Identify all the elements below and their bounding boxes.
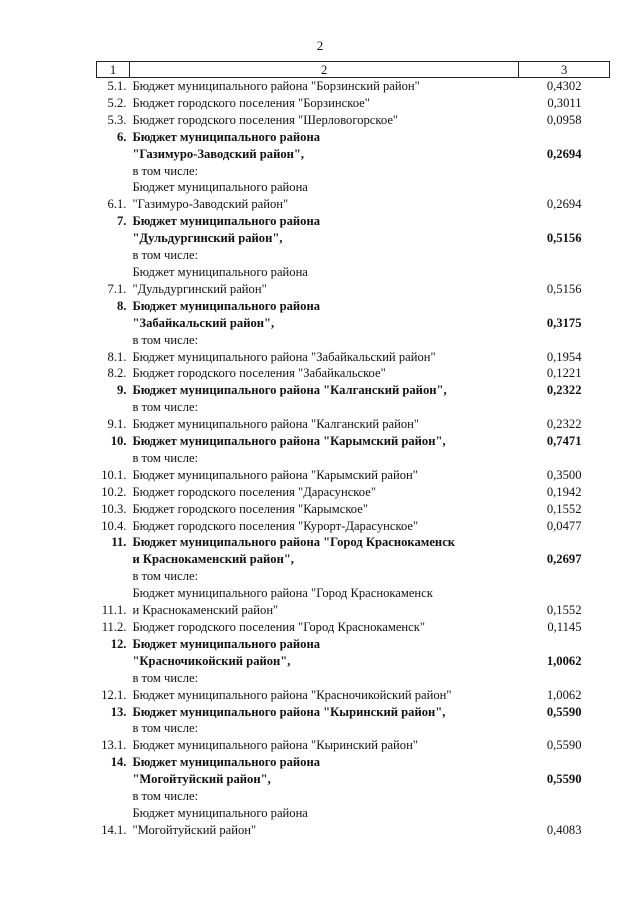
table-row [97,365,610,382]
description-line: и Краснокаменский район" [132,603,279,618]
row-value: 0,3175 [546,315,582,330]
description-line: Бюджет городского поселения "Забайкальское" [132,366,386,381]
row-number: 11.1. [101,603,127,618]
description-line: "Красночикойский район", [132,653,291,668]
row-description [129,501,518,518]
row-value: 0,5156 [546,231,582,246]
row-value: 0,0477 [546,518,582,533]
row-description [129,433,518,450]
budget-table [96,61,610,839]
row-description [129,518,518,535]
empty-cell [97,247,130,264]
description-line: Бюджет муниципального района "Карымский район", [132,434,446,449]
row-number: 13. [110,704,127,719]
row-value: 0,0958 [546,112,582,127]
row-value: 0,5590 [546,738,582,753]
table-row [97,518,610,535]
description-line: Бюджет муниципального района "Карымский район" [132,467,418,482]
description-line: "Могойтуйский район", [132,772,271,787]
row-number: 10.4. [101,518,127,533]
table-body [97,78,610,839]
row-number: 5.2. [107,95,127,110]
table-row [97,129,610,163]
table-row [97,585,610,619]
table-row [97,298,610,332]
description-line: Бюджет городского поселения "Курорт-Дарасунское" [132,518,419,533]
row-number: 8.1. [107,349,127,364]
table-row-subheading [97,247,610,264]
row-value: 0,2694 [546,146,582,161]
table-row [97,179,610,213]
description-line: Бюджет муниципального района "Кыринский район", [132,704,446,719]
table-row-subheading [97,332,610,349]
row-number: 11.2. [101,620,127,634]
row-number: 6. [116,129,127,144]
table-row [97,416,610,433]
table-row-subheading [97,788,610,805]
row-number: 10.2. [101,484,127,499]
description-line: Бюджет городского поселения "Шерловогорское" [132,112,399,127]
row-description [129,416,518,433]
table-row [97,704,610,721]
row-number: 5.1. [107,79,127,93]
row-description [129,754,518,788]
row-value: 1,0062 [546,687,582,702]
row-value: 0,1145 [547,620,582,634]
row-number: 9.1. [107,417,127,432]
empty-cell [97,399,130,416]
empty-cell [97,332,130,349]
row-value: 0,5590 [546,704,582,719]
row-value: 1,0062 [546,653,582,668]
row-value: 0,5156 [546,281,582,296]
description-line: Бюджет муниципального района [132,129,321,144]
empty-cell [519,163,610,180]
row-value: 0,2694 [546,197,582,212]
description-line: "Газимуро-Заводский район", [132,146,305,161]
description-line: Бюджет городского поселения "Дарасунское" [132,484,376,499]
table-row [97,78,610,95]
description-line: Бюджет городского поселения "Карымское" [132,501,368,516]
table-row [97,636,610,670]
description-line: Бюджет муниципального района "Кыринский район" [132,738,418,753]
row-description [129,467,518,484]
table-row-subheading [97,670,610,687]
row-description [129,805,518,839]
table-row-subheading [97,450,610,467]
table-row [97,112,610,129]
table-row [97,484,610,501]
table-row [97,213,610,247]
description-line: Бюджет муниципального района [132,180,308,195]
header-col-2: 2 [129,62,518,78]
row-number: 8. [116,298,127,313]
table-row [97,467,610,484]
row-description [129,298,518,332]
empty-cell [97,163,130,180]
including-label: в том числе: [132,789,199,804]
row-description [129,382,518,399]
row-value: 0,4083 [546,822,582,837]
row-number: 9. [116,383,127,398]
row-description [129,129,518,163]
description-line: Бюджет муниципального района [132,755,321,770]
row-number: 13.1. [101,738,127,753]
row-number: 10.3. [101,501,127,516]
row-value: 0,3011 [547,95,582,110]
description-line: Бюджет городского поселения "Борзинское" [132,95,370,110]
table-row [97,805,610,839]
row-value: 0,1552 [546,501,582,516]
table-row [97,95,610,112]
row-description [129,704,518,721]
table-row [97,737,610,754]
including-label: в том числе: [132,450,199,465]
including-label: в том числе: [132,163,199,178]
description-line: "Забайкальский район", [132,315,275,330]
empty-cell [519,720,610,737]
table-row [97,264,610,298]
description-line: Бюджет муниципального района "Город Краснокаменск [132,586,433,601]
description-line: "Газимуро-Заводский район" [132,197,289,212]
row-value: 0,5590 [546,772,582,787]
empty-cell [97,670,130,687]
table-row [97,687,610,704]
row-description [129,365,518,382]
table-row [97,382,610,399]
row-value: 0,2322 [546,417,582,432]
row-number: 6.1. [107,197,127,212]
row-number: 10. [110,434,127,449]
empty-cell [519,450,610,467]
row-value: 0,1552 [546,603,582,618]
row-number: 12. [110,636,127,651]
header-col-1: 1 [97,62,130,78]
including-label: в том числе: [132,670,199,685]
description-line: "Дульдургинский район" [132,281,267,296]
row-description [129,619,518,636]
description-line: Бюджет муниципального района [132,805,308,820]
row-value: 0,1954 [546,349,582,364]
row-value: 0,2697 [546,552,582,567]
table-row [97,754,610,788]
row-number: 8.2. [107,366,127,381]
row-description [129,179,518,213]
table-row [97,349,610,366]
empty-cell [519,247,610,264]
table-row [97,534,610,568]
including-label: в том числе: [132,721,199,736]
row-number: 10.1. [101,467,127,482]
including-label: в том числе: [132,400,199,415]
row-value: 0,1221 [546,366,582,381]
row-description [129,534,518,568]
row-description [129,78,518,95]
including-label: в том числе: [132,569,199,584]
table-header-row [97,62,610,78]
table-row-subheading [97,720,610,737]
header-col-3: 3 [519,62,610,78]
description-line: Бюджет муниципального района "Забайкальский район" [132,349,436,364]
row-number: 14. [110,755,127,770]
row-number: 7.1. [107,281,127,296]
including-label: в том числе: [132,248,199,263]
empty-cell [519,788,610,805]
row-number: 7. [116,214,127,229]
row-description [129,95,518,112]
row-description [129,264,518,298]
row-description [129,636,518,670]
description-line: Бюджет муниципального района [132,214,321,229]
empty-cell [97,788,130,805]
table-row [97,433,610,450]
table-row-subheading [97,568,610,585]
empty-cell [519,332,610,349]
row-number: 11. [111,535,127,550]
table-row [97,501,610,518]
empty-cell [519,568,610,585]
row-description [129,737,518,754]
empty-cell [97,720,130,737]
empty-cell [97,450,130,467]
description-line: Бюджет муниципального района [132,636,321,651]
row-value: 0,4302 [546,79,582,93]
description-line: Бюджет муниципального района "Калганский район", [132,383,447,398]
empty-cell [519,399,610,416]
row-description [129,484,518,501]
row-description [129,585,518,619]
row-number: 14.1. [101,822,127,837]
description-line: "Могойтуйский район" [132,822,257,837]
description-line: Бюджет муниципального района [132,298,321,313]
description-line: "Дульдургинский район", [132,231,283,246]
table-row-subheading [97,163,610,180]
empty-cell [519,670,610,687]
row-description [129,687,518,704]
row-number: 12.1. [101,687,127,702]
description-line: Бюджет муниципального района [132,264,308,279]
row-description [129,213,518,247]
row-value: 0,2322 [546,383,582,398]
row-description [129,112,518,129]
row-description [129,349,518,366]
description-line: Бюджет муниципального района "Калганский район" [132,417,420,432]
description-line: Бюджет городского поселения "Город Краснокаменск" [132,620,426,634]
including-label: в том числе: [132,332,199,347]
description-line: Бюджет муниципального района "Красночикойский район" [132,687,452,702]
table-row-subheading [97,399,610,416]
empty-cell [97,568,130,585]
row-value: 0,3500 [546,467,582,482]
description-line: и Краснокаменский район", [132,552,294,567]
row-number: 5.3. [107,112,127,127]
row-value: 0,7471 [546,434,582,449]
page-number: 2 [316,38,324,53]
table-row [97,619,610,636]
description-line: Бюджет муниципального района "Борзинский район" [132,79,420,93]
description-line: Бюджет муниципального района "Город Краснокаменск [132,535,456,550]
row-value: 0,1942 [546,484,582,499]
